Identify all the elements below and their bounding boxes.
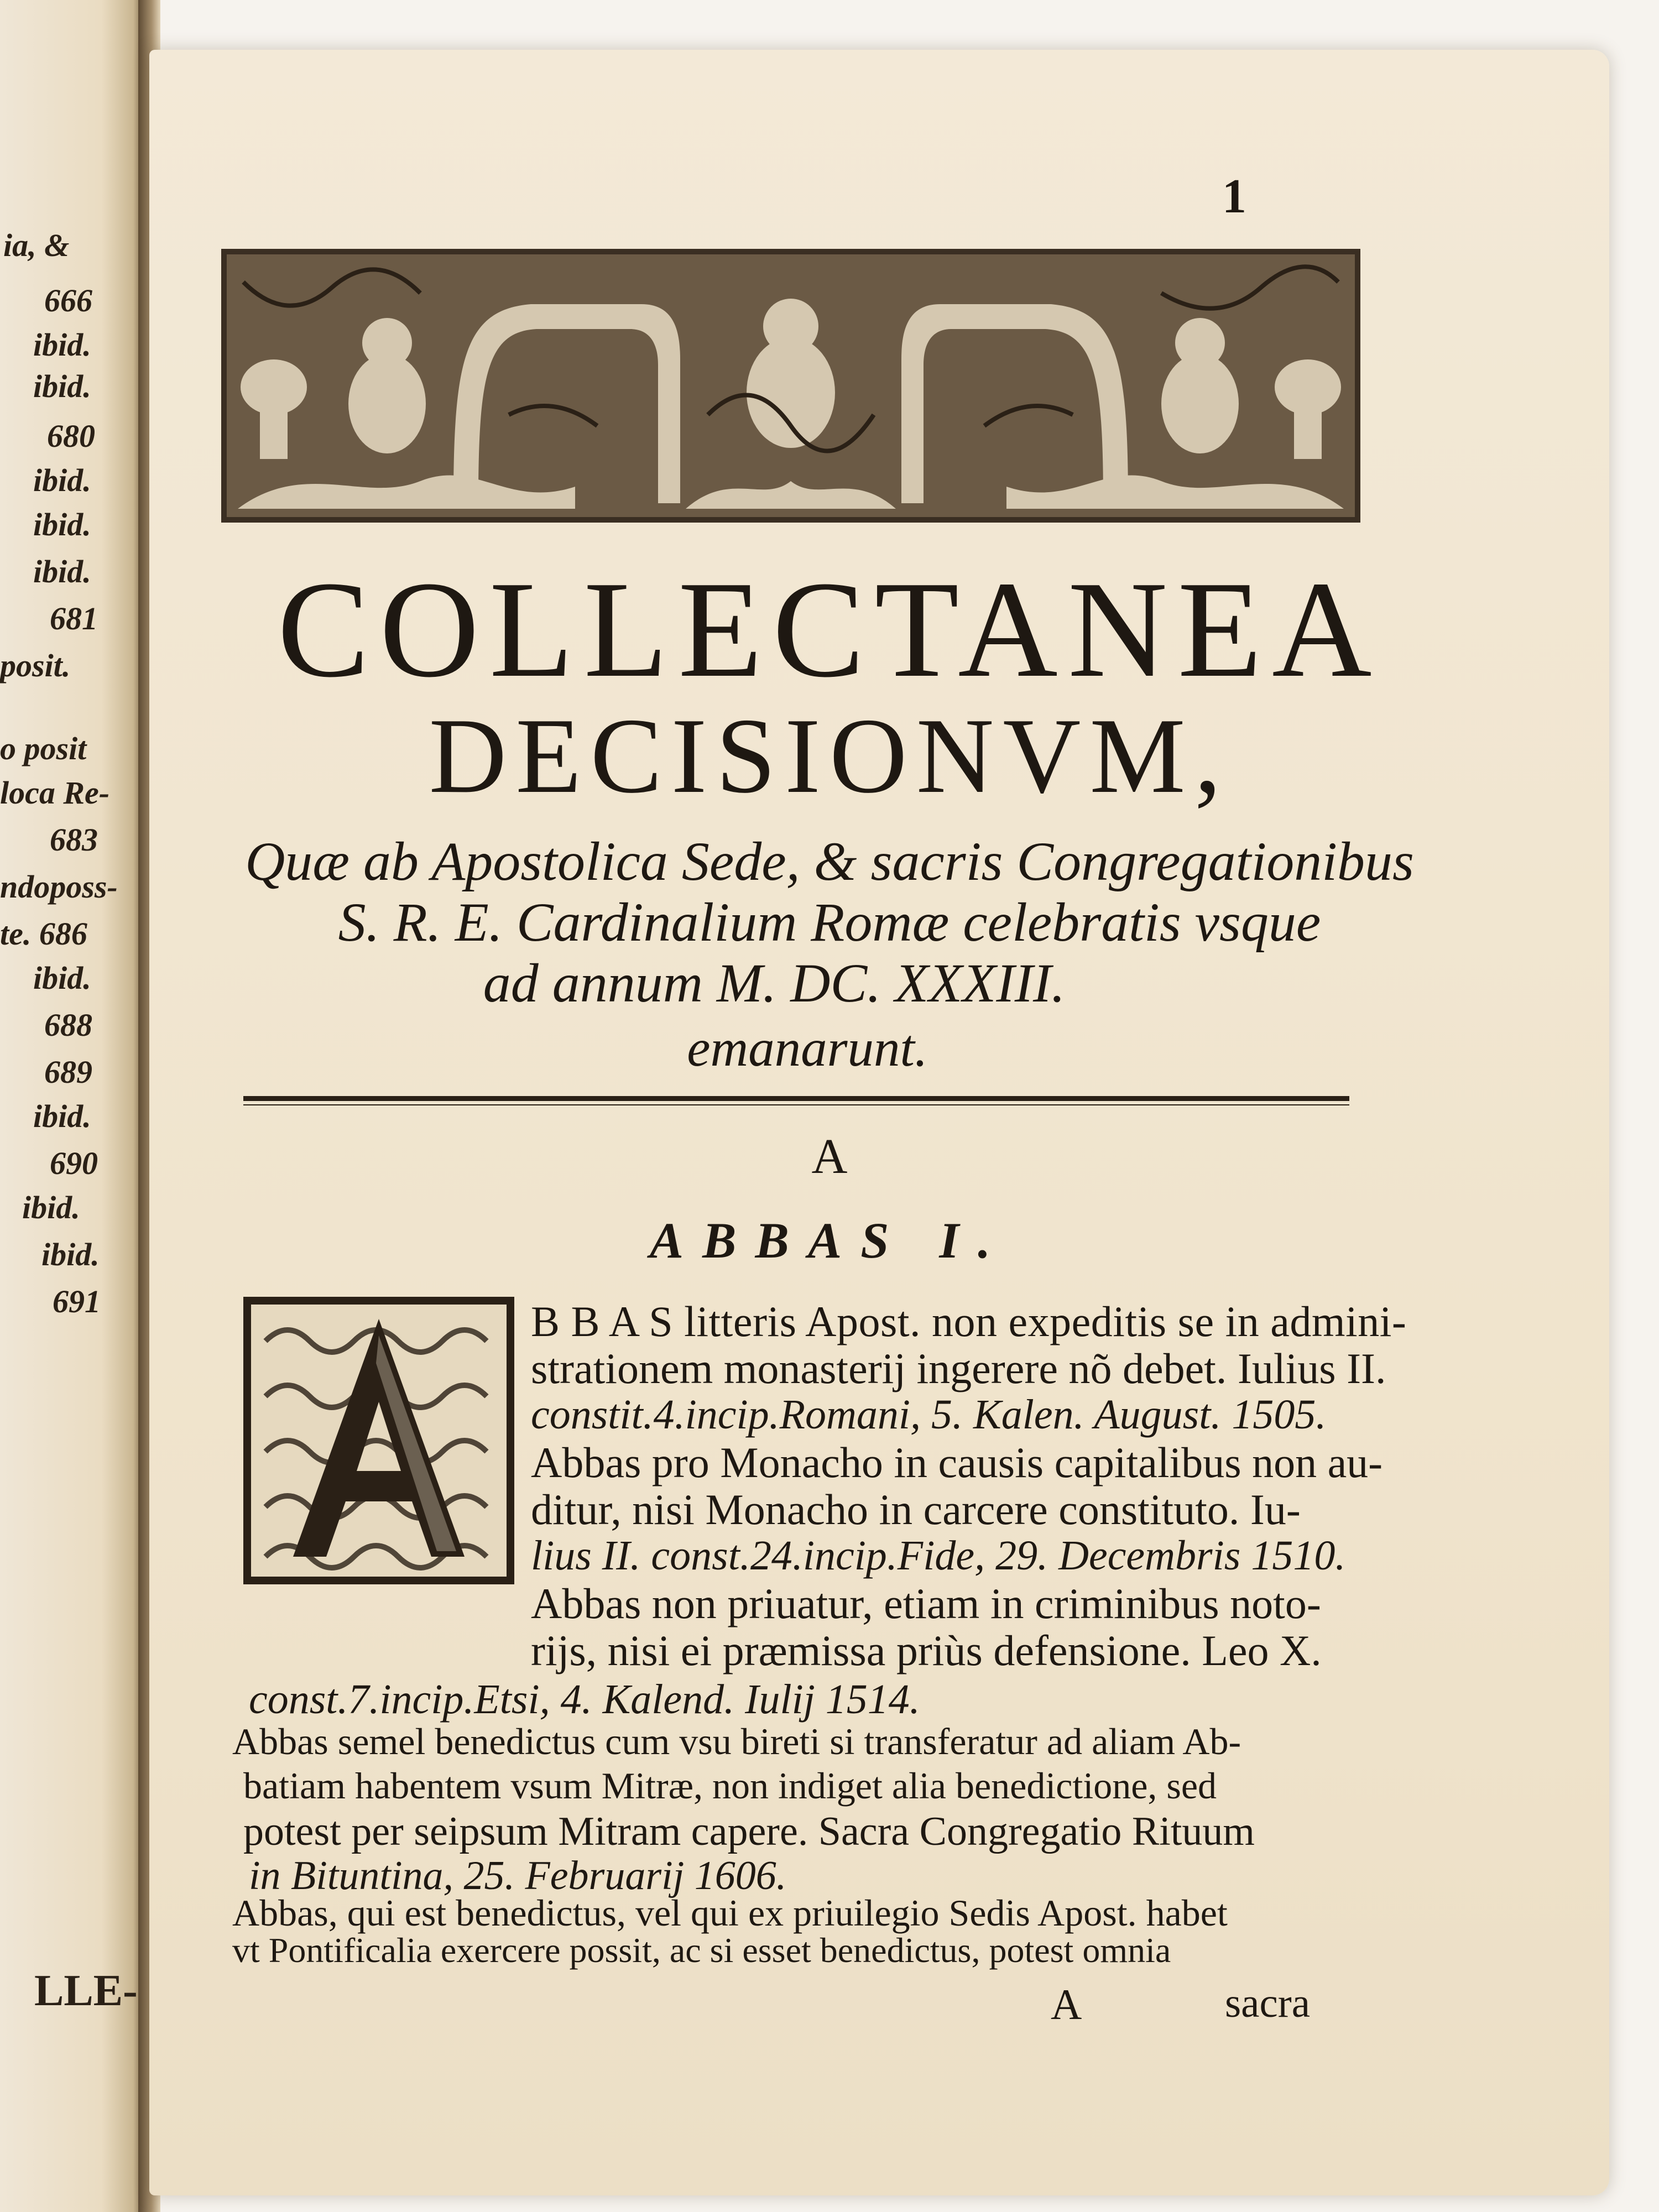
body-line: B B A S litteris Apost. non expeditis se in admini- bbox=[531, 1297, 1407, 1345]
margin-note: 681 bbox=[50, 601, 98, 637]
margin-note: ibid. bbox=[33, 368, 91, 404]
section-letter: A bbox=[811, 1129, 848, 1184]
body-line: in Bituntina, 25. Februarij 1606. bbox=[249, 1853, 787, 1898]
margin-note: ibid. bbox=[33, 507, 91, 542]
body-line: potest per seipsum Mitram capere. Sacra Congregatio Rituum bbox=[243, 1809, 1255, 1854]
woodcut-headpiece bbox=[221, 249, 1360, 523]
page-number: 1 bbox=[1222, 170, 1246, 223]
margin-note: o posit bbox=[0, 731, 87, 766]
body-line: Abbas non priuatur, etiam in criminibus noto- bbox=[531, 1579, 1321, 1627]
margin-note: ia, & bbox=[3, 227, 70, 263]
margin-note: te. 686 bbox=[0, 916, 87, 952]
margin-note: ibid. bbox=[22, 1190, 80, 1225]
facing-page bbox=[0, 0, 145, 2212]
margin-note: ibid. bbox=[33, 1098, 91, 1134]
margin-note: 691 bbox=[53, 1284, 101, 1319]
body-line: Abbas pro Monacho in causis capitalibus non au- bbox=[531, 1438, 1383, 1486]
book-title: COLLECTANEA bbox=[277, 553, 1382, 706]
facing-catchword: LLE- bbox=[34, 1966, 138, 2015]
subtitle-line: ad annum M. DC. XXXIII. bbox=[483, 952, 1066, 1014]
body-line: rijs, nisi ei præmissa priùs defensione. Leo X. bbox=[531, 1626, 1322, 1674]
margin-note: 683 bbox=[50, 822, 98, 858]
margin-note: ibid. bbox=[33, 960, 91, 996]
margin-note: 690 bbox=[50, 1145, 98, 1181]
margin-note: ndoposs- bbox=[0, 869, 118, 905]
signature-mark: A bbox=[1051, 1980, 1082, 2028]
subtitle-line: Quæ ab Apostolica Sede, & sacris Congregationibus bbox=[245, 831, 1414, 892]
body-line: lius II. const.24.incip.Fide, 29. Decembris 1510. bbox=[531, 1532, 1346, 1579]
margin-note: ibid. bbox=[41, 1237, 100, 1272]
body-line: Abbas semel benedictus cum vsu bireti si transferatur ad aliam Ab- bbox=[232, 1720, 1241, 1762]
margin-note: 666 bbox=[44, 283, 92, 319]
margin-note: 680 bbox=[47, 418, 95, 454]
body-line: Abbas, qui est benedictus, vel qui ex priuilegio Sedis Apost. habet bbox=[232, 1892, 1228, 1934]
section-title: ABBAS I. bbox=[649, 1212, 1010, 1269]
body-line: batiam habentem vsum Mitræ, non indiget alia benedictione, sed bbox=[243, 1765, 1217, 1807]
margin-note: ibid. bbox=[33, 462, 91, 498]
book-subtitle: DECISIONVM, bbox=[429, 696, 1230, 816]
horizontal-rule-thin bbox=[243, 1104, 1349, 1105]
catchword: sacra bbox=[1225, 1980, 1311, 2026]
body-line: constit.4.incip.Romani, 5. Kalen. August. 1505. bbox=[531, 1391, 1327, 1438]
margin-note: 689 bbox=[44, 1054, 92, 1090]
body-line: const.7.incip.Etsi, 4. Kalend. Iulij 1514. bbox=[249, 1676, 920, 1723]
body-line: vt Pontificalia exercere possit, ac si esset benedictus, potest omnia bbox=[232, 1931, 1171, 1970]
margin-note: posit. bbox=[0, 648, 71, 684]
subtitle-line: emanarunt. bbox=[687, 1019, 928, 1077]
decorated-initial-a bbox=[243, 1297, 514, 1584]
margin-note: 688 bbox=[44, 1007, 92, 1043]
margin-note: loca Re- bbox=[0, 775, 110, 811]
horizontal-rule bbox=[243, 1096, 1349, 1101]
margin-note: ibid. bbox=[33, 554, 91, 589]
margin-note: ibid. bbox=[33, 327, 91, 363]
subtitle-line: S. R. E. Cardinalium Romæ celebratis vsque bbox=[338, 891, 1321, 953]
body-line: ditur, nisi Monacho in carcere constituto. Iu- bbox=[531, 1485, 1301, 1533]
body-line: strationem monasterij ingerere nõ debet. Iulius II. bbox=[531, 1344, 1386, 1392]
